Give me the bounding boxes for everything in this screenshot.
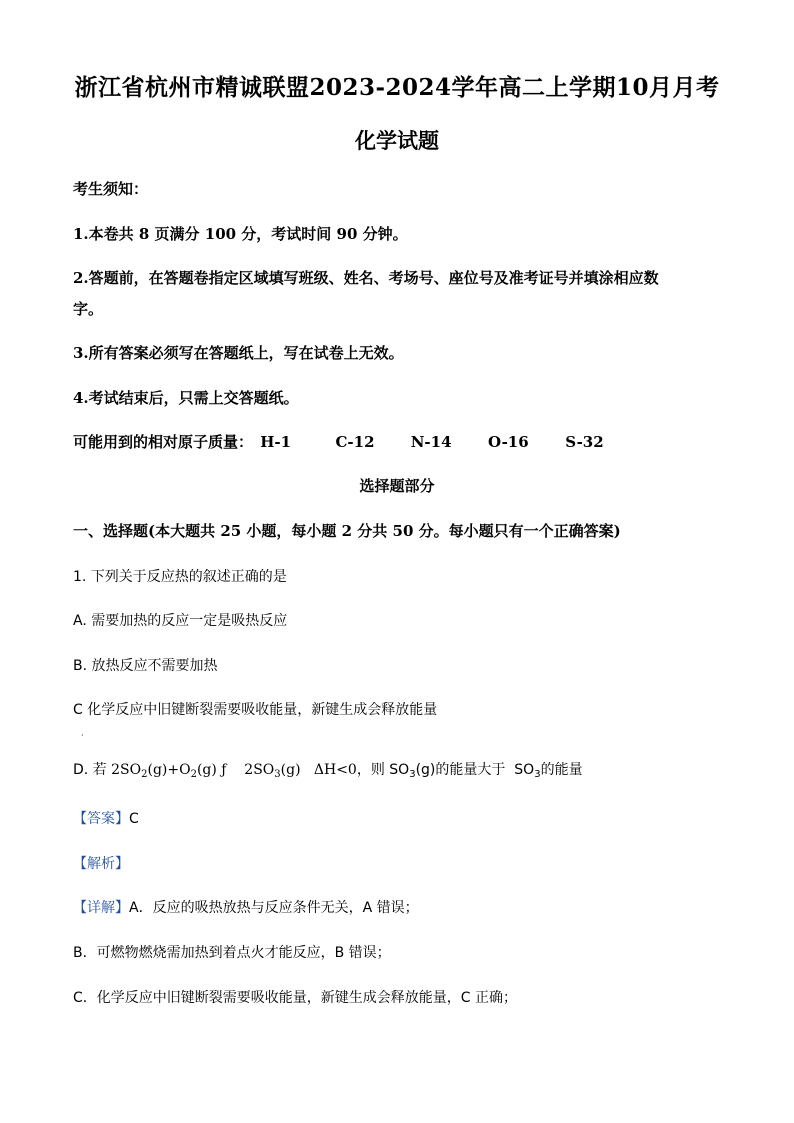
page-title: 浙江省杭州市精诚联盟2023-2024学年高二上学期10月月考 — [74, 74, 720, 101]
question-1-option-d — [73, 759, 583, 780]
section-title: 选择题部分 — [359, 477, 435, 495]
question-1-option-a: A. 需要加热的反应一定是吸热反应 — [73, 613, 288, 629]
answer-mark: 【答案】 — [73, 811, 129, 827]
notice-item-4: 4.考试结束后，只需上交答题纸。 — [73, 389, 299, 407]
eq-part-4: (g) ΔH<0 — [280, 762, 357, 778]
analysis-line — [73, 853, 129, 873]
atomic-masses-label: 可能用到的相对原子质量： — [73, 433, 254, 451]
notice-heading: 考生须知： — [73, 180, 149, 198]
detail-mark: 【详解】 — [73, 900, 129, 916]
eq-sub-3: 3 — [274, 769, 281, 780]
section-heading: 一、选择题(本大题共 25 小题，每小题 2 分共 50 分。每小题只有一个正确答案) — [73, 522, 621, 540]
option-d-suffix-1: ，则 SO — [356, 762, 410, 778]
analysis-mark: 【解析】 — [73, 856, 129, 872]
detail-a: A．反应的吸热放热与反应条件无关，A 错误； — [129, 900, 419, 916]
question-1-stem: 1. 下列关于反应热的叙述正确的是 — [73, 569, 287, 585]
question-1-option-b: B. 放热反应不需要加热 — [73, 658, 218, 674]
option-d-sub-1: 3 — [409, 769, 416, 780]
page-subtitle: 化学试题 — [355, 128, 439, 153]
detail-line-c: C．化学反应中旧键断裂需要吸收能量，新键生成会释放能量，C 正确； — [73, 990, 517, 1006]
mass-h: H-1 — [260, 433, 292, 451]
atomic-masses — [73, 431, 604, 452]
question-1-option-c: C 化学反应中旧键断裂需要吸收能量，新键生成会释放能量 — [73, 702, 438, 718]
mass-s: S-32 — [565, 433, 604, 451]
eq-part-2: (g)+O — [147, 762, 191, 778]
notice-item-3: 3.所有答案必须写在答题纸上，写在试卷上无效。 — [73, 344, 404, 362]
mass-o: O-16 — [487, 433, 529, 451]
eq-sub-1: 2 — [141, 769, 148, 780]
detail-line-a — [73, 897, 419, 917]
notice-item-2: 2.答题前，在答题卷指定区域填写班级、姓名、考场号、座位号及准考证号并填涂相应数 — [73, 269, 659, 287]
answer-line — [73, 808, 139, 828]
notice-item-1: 1.本卷共 8 页满分 100 分，考试时间 90 分钟。 — [73, 225, 408, 243]
option-d-equation — [111, 762, 357, 778]
option-d-prefix: D. 若 — [73, 762, 112, 778]
stray-dot: · — [81, 731, 84, 740]
eq-part-1: 2SO — [111, 762, 142, 778]
mass-n: N-14 — [410, 433, 452, 451]
option-d-suffix-2: (g)的能量大于 SO — [415, 762, 535, 778]
mass-c: C-12 — [335, 433, 375, 451]
option-d-sub-2: 3 — [534, 769, 541, 780]
eq-sub-2: 2 — [190, 769, 197, 780]
option-d-suffix-3: 的能量 — [540, 762, 583, 778]
eq-part-3: (g) ƒ 2SO — [196, 762, 275, 778]
notice-item-2-cont: 字。 — [73, 300, 104, 318]
answer-value: C — [129, 811, 139, 827]
detail-line-b: B．可燃物燃烧需加热到着点火才能反应，B 错误； — [73, 945, 391, 961]
